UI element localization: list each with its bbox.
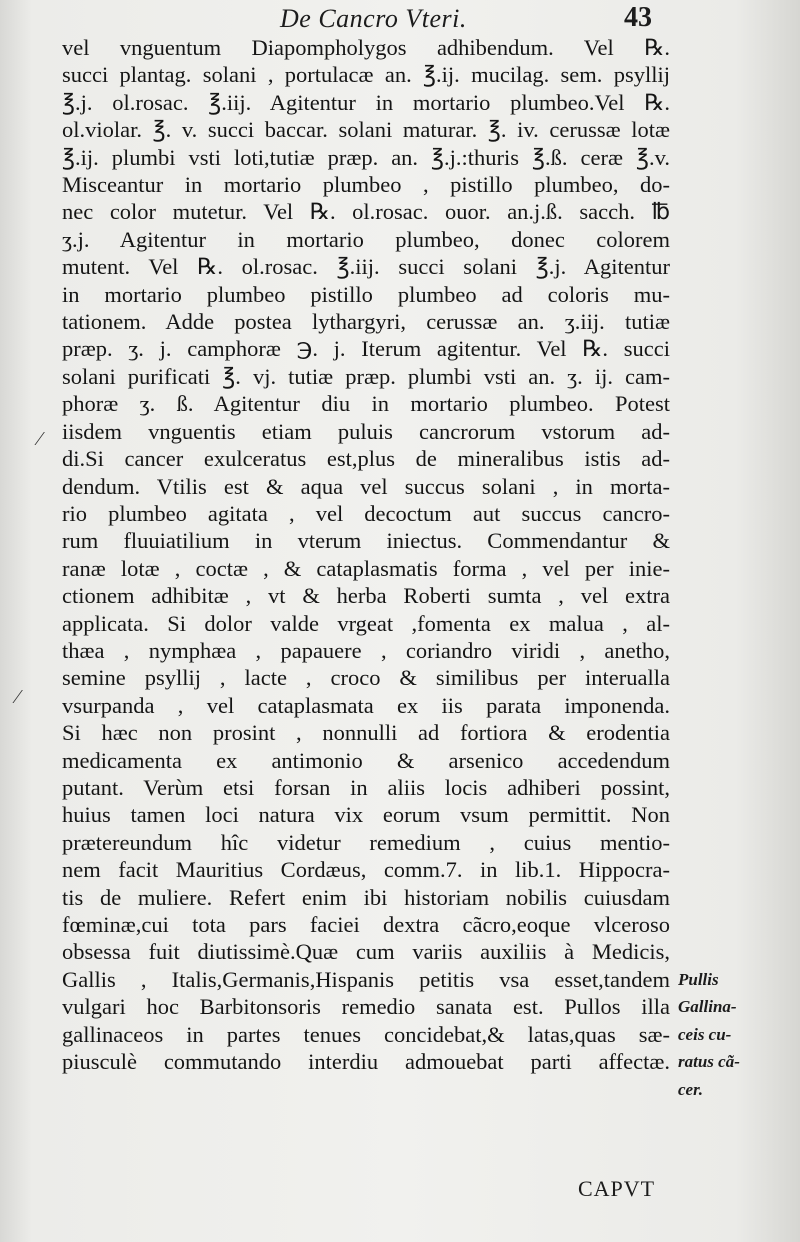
text-line: applicata. Si dolor valde vrgeat ,fomenta ex malua , al-: [62, 610, 670, 636]
text-line: vsurpanda , vel cataplasmata ex iis parata imponenda.: [62, 692, 670, 718]
margin-note-line: ceis cu-: [678, 1024, 732, 1044]
text-line: Gallis , Italis,Germanis,Hispanis petitis vsa esset,tandem: [62, 966, 670, 992]
margin-note-line: cer.: [678, 1079, 704, 1099]
text-line: phoræ ʒ. ß. Agitentur diu in mortario plumbeo. Potest: [62, 391, 670, 417]
text-line: præp. ʒ. j. camphoræ ℈. j. Iterum agitentur. Vel ℞. succi: [62, 336, 670, 362]
text-line: vulgari hoc Barbitonsoris remedio sanata est. Pullos illa: [62, 994, 670, 1020]
catchword: CAPVT: [578, 1176, 656, 1201]
text-line: ranæ lotæ , coctæ , & cataplasmatis forma , vel per inie-: [62, 555, 670, 581]
text-line: tis de muliere. Refert enim ibi historiam nobilis cuiusdam: [62, 884, 670, 910]
text-line: nem facit Mauritius Cordæus, comm.7. in lib.1. Hippocra-: [62, 857, 670, 883]
text-line: ℥.j. ol.rosac. ℥.iij. Agitentur in mortario plumbeo.Vel ℞.: [62, 89, 670, 115]
text-line: semine psyllij , lacte , croco & similibus per interualla: [62, 665, 670, 691]
text-line: in mortario plumbeo pistillo plumbeo ad coloris mu-: [62, 281, 670, 307]
text-line: iisdem vnguentis etiam puluis cancrorum vstorum ad-: [62, 418, 670, 444]
text-line: piusculè commutando interdiu admouebat parti affectæ.: [62, 1049, 670, 1075]
text-line: solani purificati ℥. vj. tutiæ præp. plumbi vsti an. ʒ. ij. cam-: [62, 363, 670, 389]
text-line: ol.violar. ℥. v. succi baccar. solani maturar. ℥. iv. cerussæ lotæ: [62, 117, 670, 143]
margin-note-line: ratus cã-: [678, 1052, 740, 1072]
margin-note: [678, 966, 788, 1103]
text-line: obsessa fuit diutissimè.Quæ cum variis auxiliis à Medicis,: [62, 939, 670, 965]
margin-note-line: Pullis: [678, 970, 719, 989]
page-number: 43: [624, 2, 652, 33]
page-header: [0, 2, 800, 36]
text-line: tationem. Adde postea lythargyri, cerussæ an. ʒ.iij. tutiæ: [62, 309, 670, 335]
text-line: dendum. Vtilis est & aqua vel succus solani , in morta-: [62, 473, 670, 499]
main-text-block: [62, 34, 670, 1075]
text-line: Misceantur in mortario plumbeo , pistillo plumbeo, do-: [62, 172, 670, 198]
text-line: putant. Verùm etsi forsan in aliis locis adhiberi possint,: [62, 774, 670, 800]
text-line: mutent. Vel ℞. ol.rosac. ℥.iij. succi solani ℥.j. Agitentur: [62, 254, 670, 280]
text-line: vel vnguentum Diapompholygos adhibendum. Vel ℞.: [62, 35, 670, 60]
text-line: medicamenta ex antimonio & arsenico accedendum: [62, 747, 670, 773]
text-line: rio plumbeo agitata , vel decoctum aut succus cancro-: [62, 500, 670, 526]
margin-mark: ⁄: [38, 428, 42, 450]
text-line: prætereundum hîc videtur remedium , cuius mentio-: [62, 829, 670, 855]
text-line: ctionem adhibitæ , vt & herba Roberti sumta , vel extra: [62, 583, 670, 609]
text-line: gallinaceos in partes tenues concidebat,& latas,quas sæ-: [62, 1021, 670, 1047]
margin-mark: ⁄: [16, 686, 20, 708]
text-line: Si hæc non prosint , nonnulli ad fortiora & erodentia: [62, 720, 670, 746]
text-line: ℥.ij. plumbi vsti loti,tutiæ præp. an. ℥.j.:thuris ℥.ß. ceræ ℥.v.: [62, 144, 670, 170]
margin-note-line: Gallina-: [678, 997, 737, 1017]
text-line: ʒ.j. Agitentur in mortario plumbeo, donec colorem: [62, 226, 670, 252]
text-line: di.Si cancer exulceratus est,plus de mineralibus istis ad-: [62, 446, 670, 472]
text-line: fœminæ,cui tota pars faciei dextra cãcro,eoque vlceroso: [62, 912, 670, 937]
text-line: nec color mutetur. Vel ℞. ol.rosac. ouor. an.j.ß. sacch. ℔: [62, 199, 670, 225]
running-title: De Cancro Vteri.: [280, 4, 467, 33]
text-line: succi plantag. solani , portulacæ an. ℥.ij. mucilag. sem. psyllij: [62, 62, 670, 88]
text-line: rum fluuiatilium in vterum iniectus. Commendantur &: [62, 528, 670, 554]
text-line: huius tamen loci natura vix eorum vsum permittit. Non: [62, 802, 670, 828]
text-line: thæa , nymphæa , papauere , coriandro viridi , anetho,: [62, 637, 670, 663]
